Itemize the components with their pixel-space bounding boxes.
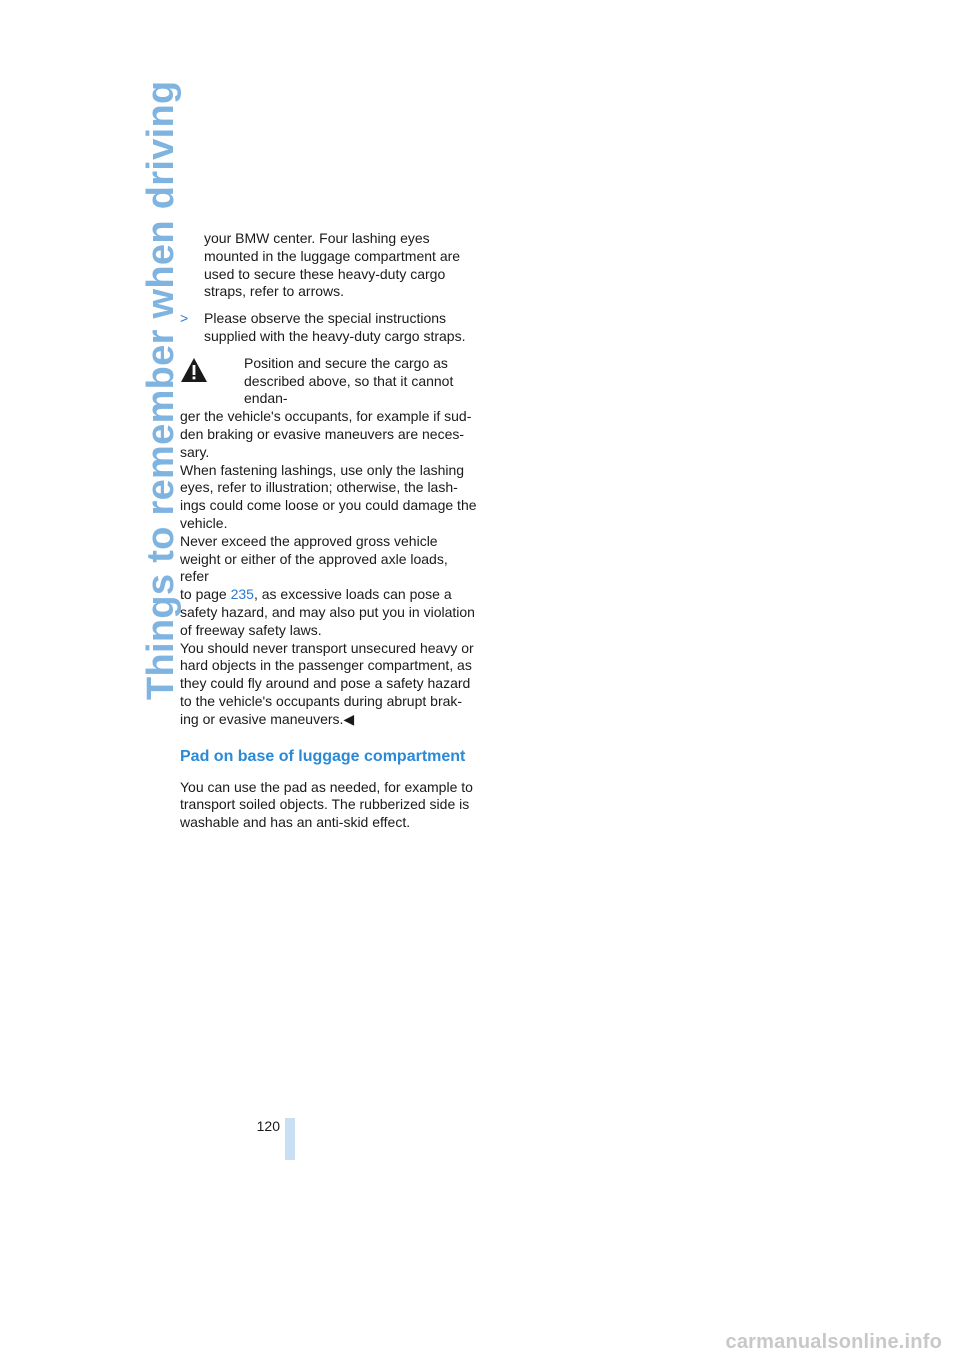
bullet-marker: > bbox=[180, 310, 189, 327]
text-line: Please observe the special instructions bbox=[204, 310, 447, 327]
section-paragraph bbox=[180, 779, 480, 832]
text-line: described above, so that it cannot endan- bbox=[244, 372, 454, 407]
text-line: used to secure these heavy-duty cargo bbox=[204, 265, 446, 282]
intro-paragraph bbox=[180, 230, 480, 301]
warning-intro bbox=[180, 355, 480, 408]
warning-block bbox=[180, 355, 480, 729]
text-line: ger the vehicle's occupants, for example if sud- bbox=[180, 408, 472, 425]
text-line: vehicle. bbox=[180, 514, 228, 531]
text-line-content: ing or evasive maneuvers. bbox=[180, 710, 344, 727]
text-line: your BMW center. Four lashing eyes bbox=[204, 230, 430, 246]
warning-triangle-icon bbox=[180, 357, 208, 383]
text-line: When fastening lashings, use only the lashing bbox=[180, 461, 465, 478]
text-line: ings could come loose or you could damage the bbox=[180, 497, 477, 514]
text-line: eyes, refer to illustration; otherwise, the lash- bbox=[180, 479, 458, 496]
text-line: they could fly around and pose a safety hazard bbox=[180, 675, 471, 692]
text-line: supplied with the heavy-duty cargo straps. bbox=[204, 327, 466, 344]
text-line: Position and secure the cargo as bbox=[244, 354, 448, 371]
text-line: washable and has an anti-skid effect. bbox=[180, 814, 411, 831]
text-line: straps, refer to arrows. bbox=[204, 283, 345, 300]
page-ref-prefix: to page bbox=[180, 586, 231, 603]
page-number: 120 bbox=[256, 1118, 280, 1134]
text-line: weight or either of the approved axle loads, refer bbox=[180, 550, 448, 585]
text-line: You should never transport unsecured heavy or bbox=[180, 639, 474, 656]
text-line: safety hazard, and may also put you in violation bbox=[180, 603, 475, 620]
end-mark-icon: ◀ bbox=[343, 710, 355, 727]
text-line: den braking or evasive maneuvers are neces- bbox=[180, 425, 465, 442]
text-line bbox=[180, 711, 480, 729]
text-line: transport soiled objects. The rubberized side is bbox=[180, 796, 470, 813]
text-line: to the vehicle's occupants during abrupt brak- bbox=[180, 692, 463, 709]
page-ref-suffix: , as excessive loads can pose a bbox=[253, 586, 452, 603]
bullet-item bbox=[180, 310, 480, 346]
page-link-235[interactable]: 235 bbox=[230, 586, 254, 603]
watermark: carmanualsonline.info bbox=[725, 1331, 942, 1353]
side-chapter-title: Things to remember when driving bbox=[140, 80, 182, 700]
section-heading: Pad on base of luggage compartment bbox=[180, 747, 466, 765]
text-line: Never exceed the approved gross vehicle bbox=[180, 532, 438, 549]
text-line: mounted in the luggage compartment are bbox=[204, 247, 461, 264]
page-marker-bar bbox=[285, 1118, 295, 1160]
text-line: You can use the pad as needed, for example to bbox=[180, 778, 473, 795]
text-line: of freeway safety laws. bbox=[180, 621, 322, 638]
main-column bbox=[180, 230, 480, 841]
text-line: sary. bbox=[180, 443, 210, 460]
text-line-with-link bbox=[180, 586, 480, 604]
text-line: hard objects in the passenger compartment, as bbox=[180, 657, 472, 674]
